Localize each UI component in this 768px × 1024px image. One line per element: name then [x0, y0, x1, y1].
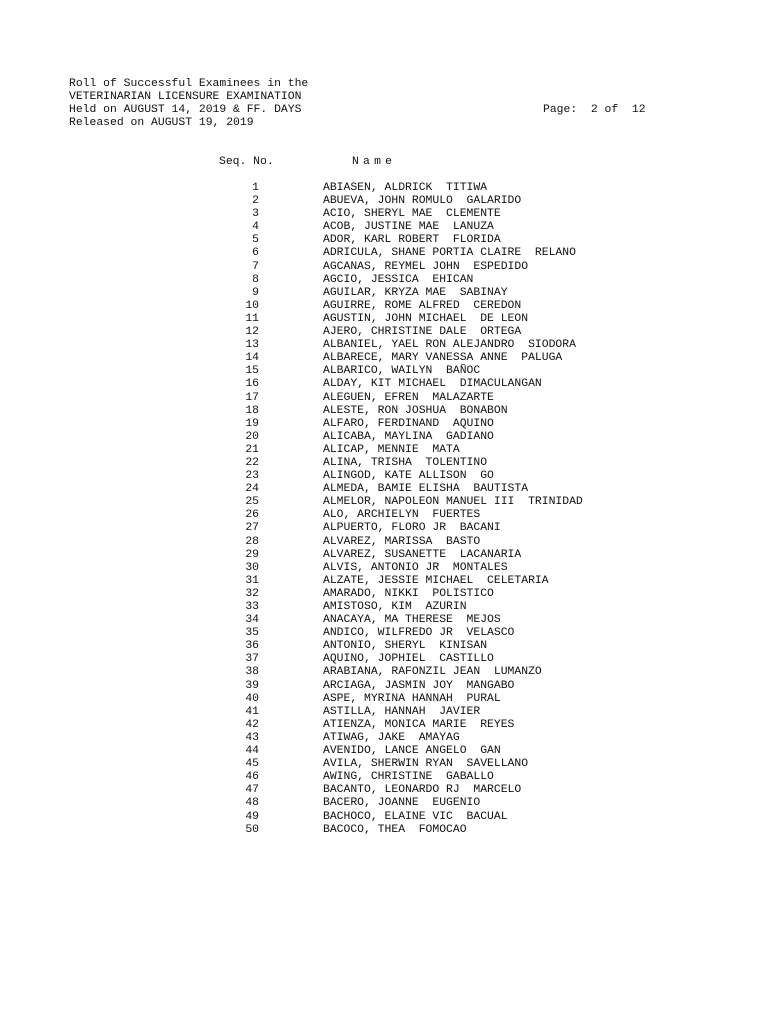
header-release-date: Released on AUGUST 19, 2019: [69, 117, 254, 130]
seq-number: 21: [245, 443, 259, 456]
seq-number: 47: [245, 784, 259, 797]
list-item: [0, 680, 768, 693]
list-item: [0, 640, 768, 653]
seq-number: 33: [245, 601, 259, 613]
list-item: [0, 549, 768, 562]
list-item: [0, 745, 768, 758]
examinee-name: ABIASEN, ALDRICK TITIWA: [323, 182, 488, 194]
list-item: [0, 771, 768, 784]
examinee-name: ALFARO, FERDINAND AQUINO: [323, 417, 494, 430]
list-item: [0, 221, 768, 234]
seq-number: 7: [252, 260, 259, 273]
list-item: [0, 719, 768, 732]
examinee-name: AJERO, CHRISTINE DALE ORTEGA: [323, 326, 522, 339]
list-item: [0, 811, 768, 824]
list-item: [0, 575, 768, 588]
list-item: [0, 234, 768, 247]
examinee-name: AMISTOSO, KIM AZURIN: [323, 601, 467, 613]
list-item: [0, 614, 768, 627]
list-item: [0, 274, 768, 287]
seq-number: 19: [245, 417, 259, 430]
header-title: Roll of Successful Examinees in the: [69, 78, 309, 90]
column-headers: [0, 156, 768, 170]
list-item: [0, 693, 768, 706]
list-item: [0, 601, 768, 614]
seq-number: 4: [252, 221, 259, 234]
seq-column-header: Seq. No.: [219, 156, 274, 168]
seq-number: 46: [245, 771, 259, 784]
list-item: [0, 300, 768, 313]
page-number: Page: 2 of 12: [543, 104, 646, 116]
examinee-name: ALICABA, MAYLINA GADIANO: [323, 430, 494, 443]
list-item: [0, 365, 768, 378]
list-item: [0, 287, 768, 300]
seq-number: 23: [245, 470, 259, 483]
list-item: [0, 339, 768, 352]
seq-number: 37: [245, 653, 259, 666]
examinee-name: AWING, CHRISTINE GABALLO: [323, 771, 494, 784]
examinee-name: ABUEVA, JOHN ROMULO GALARIDO: [323, 195, 522, 208]
seq-number: 20: [245, 430, 259, 443]
seq-number: 26: [245, 509, 259, 522]
list-item: [0, 522, 768, 535]
examinee-name: ALMELOR, NAPOLEON MANUEL III TRINIDAD: [323, 496, 583, 509]
examinee-name: ARCIAGA, JASMIN JOY MANGABO: [323, 679, 515, 692]
seq-number: 22: [245, 456, 259, 469]
list-item: [0, 352, 768, 365]
list-item: [0, 431, 768, 444]
seq-number: 43: [245, 731, 259, 744]
list-item: [0, 496, 768, 509]
seq-number: 35: [245, 627, 259, 640]
seq-number: 10: [245, 299, 259, 312]
seq-number: 42: [245, 718, 259, 731]
list-item: [0, 182, 768, 195]
seq-number: 29: [245, 548, 259, 561]
list-item: [0, 247, 768, 260]
name-column-header: Name: [352, 156, 397, 168]
list-item: [0, 457, 768, 470]
examinee-name: ADRICULA, SHANE PORTIA CLAIRE RELANO: [323, 247, 576, 260]
list-item: [0, 562, 768, 575]
list-item: [0, 588, 768, 601]
list-item: [0, 418, 768, 431]
examinee-name: AVILA, SHERWIN RYAN SAVELLANO: [323, 758, 529, 771]
seq-number: 49: [245, 810, 259, 823]
seq-number: 44: [245, 745, 259, 758]
examinee-name: ALZATE, JESSIE MICHAEL CELETARIA: [323, 574, 549, 587]
examinee-name: ALEGUEN, EFREN MALAZARTE: [323, 391, 494, 404]
document-header: [69, 78, 308, 130]
list-item: [0, 509, 768, 522]
examinee-name: AQUINO, JOPHIEL CASTILLO: [323, 653, 494, 666]
examinee-name: ADOR, KARL ROBERT FLORIDA: [323, 234, 501, 247]
list-item: [0, 444, 768, 457]
examinee-name: BACERO, JOANNE EUGENIO: [323, 797, 481, 810]
examinee-name: ASTILLA, HANNAH JAVIER: [323, 705, 481, 718]
seq-number: 18: [245, 404, 259, 417]
examinee-name: ALVIS, ANTONIO JR MONTALES: [323, 561, 508, 574]
list-item: [0, 627, 768, 640]
seq-number: 8: [252, 273, 259, 286]
seq-number: 28: [245, 535, 259, 548]
seq-number: 41: [245, 705, 259, 718]
seq-number: 40: [245, 692, 259, 705]
seq-number: 45: [245, 758, 259, 771]
seq-number: 14: [245, 352, 259, 365]
examinee-name: ANACAYA, MA THERESE MEJOS: [323, 614, 501, 627]
seq-number: 9: [252, 286, 259, 299]
seq-number: 31: [245, 574, 259, 587]
list-item: [0, 824, 768, 837]
examinee-name: ANTONIO, SHERYL KINISAN: [323, 640, 488, 653]
examinee-name: AGUSTIN, JOHN MICHAEL DE LEON: [323, 312, 529, 325]
list-item: [0, 732, 768, 745]
examinee-name: ANDICO, WILFREDO JR VELASCO: [323, 627, 515, 640]
examinee-name: ALICAP, MENNIE MATA: [323, 443, 460, 456]
examinee-name: BACOCO, THEA FOMOCAO: [323, 823, 467, 836]
examinee-name: ATIWAG, JAKE AMAYAG: [323, 731, 460, 744]
seq-number: 25: [245, 496, 259, 509]
list-item: [0, 784, 768, 797]
seq-number: 32: [245, 587, 259, 600]
examinee-name: ACOB, JUSTINE MAE LANUZA: [323, 221, 494, 234]
examinee-name: AGUILAR, KRYZA MAE SABINAY: [323, 286, 508, 299]
seq-number: 12: [245, 326, 259, 339]
examinee-name: ALESTE, RON JOSHUA BONABON: [323, 404, 508, 417]
seq-number: 36: [245, 640, 259, 653]
examinee-name: ALBANIEL, YAEL RON ALEJANDRO SIODORA: [323, 339, 576, 352]
seq-number: 6: [252, 247, 259, 260]
seq-number: 30: [245, 561, 259, 574]
seq-number: 1: [252, 182, 259, 194]
list-item: [0, 313, 768, 326]
examinee-name: ALMEDA, BAMIE ELISHA BAUTISTA: [323, 483, 529, 496]
list-item: [0, 405, 768, 418]
list-item: [0, 261, 768, 274]
seq-number: 39: [245, 679, 259, 692]
examinee-name: ALDAY, KIT MICHAEL DIMACULANGAN: [323, 378, 542, 391]
seq-number: 15: [245, 365, 259, 378]
examinee-name: ATIENZA, MONICA MARIE REYES: [323, 718, 515, 731]
examinee-name: ALPUERTO, FLORO JR BACANI: [323, 522, 501, 535]
examinee-list: [0, 182, 768, 837]
list-item: [0, 536, 768, 549]
examinee-name: BACANTO, LEONARDO RJ MARCELO: [323, 784, 522, 797]
seq-number: 2: [252, 195, 259, 208]
examinee-name: AGCIO, JESSICA EHICAN: [323, 273, 474, 286]
list-item: [0, 653, 768, 666]
examinee-name: ALBARICO, WAILYN BAÑOC: [323, 365, 481, 378]
list-item: [0, 378, 768, 391]
list-item: [0, 208, 768, 221]
examinee-name: ACIO, SHERYL MAE CLEMENTE: [323, 208, 501, 221]
examinee-name: AGUIRRE, ROME ALFRED CEREDON: [323, 299, 522, 312]
list-item: [0, 797, 768, 810]
examinee-name: ALVAREZ, MARISSA BASTO: [323, 535, 481, 548]
examinee-name: ALO, ARCHIELYN FUERTES: [323, 509, 481, 522]
header-held-date: Held on AUGUST 14, 2019 & FF. DAYS: [69, 104, 302, 117]
seq-number: 3: [252, 208, 259, 221]
examinee-name: AMARADO, NIKKI POLISTICO: [323, 587, 494, 600]
examinee-name: ALVAREZ, SUSANETTE LACANARIA: [323, 548, 522, 561]
seq-number: 16: [245, 378, 259, 391]
list-item: [0, 195, 768, 208]
seq-number: 24: [245, 483, 259, 496]
examinee-name: ALINA, TRISHA TOLENTINO: [323, 456, 488, 469]
list-item: [0, 483, 768, 496]
list-item: [0, 392, 768, 405]
list-item: [0, 470, 768, 483]
seq-number: 27: [245, 522, 259, 535]
examinee-name: ASPE, MYRINA HANNAH PURAL: [323, 692, 501, 705]
seq-number: 34: [245, 614, 259, 627]
examinee-name: BACHOCO, ELAINE VIC BACUAL: [323, 810, 508, 823]
seq-number: 17: [245, 391, 259, 404]
list-item: [0, 758, 768, 771]
examinee-name: ALBARECE, MARY VANESSA ANNE PALUGA: [323, 352, 563, 365]
list-item: [0, 706, 768, 719]
examinee-name: AVENIDO, LANCE ANGELO GAN: [323, 745, 501, 758]
header-exam-name: VETERINARIAN LICENSURE EXAMINATION: [69, 91, 302, 104]
examinee-name: AGCANAS, REYMEL JOHN ESPEDIDO: [323, 260, 529, 273]
list-item: [0, 326, 768, 339]
seq-number: 11: [245, 312, 259, 325]
seq-number: 50: [245, 823, 259, 836]
examinee-name: ARABIANA, RAFONZIL JEAN LUMANZO: [323, 666, 542, 679]
list-item: [0, 666, 768, 679]
seq-number: 38: [245, 666, 259, 679]
seq-number: 5: [252, 234, 259, 247]
seq-number: 13: [245, 339, 259, 352]
examinee-name: ALINGOD, KATE ALLISON GO: [323, 470, 494, 483]
seq-number: 48: [245, 797, 259, 810]
